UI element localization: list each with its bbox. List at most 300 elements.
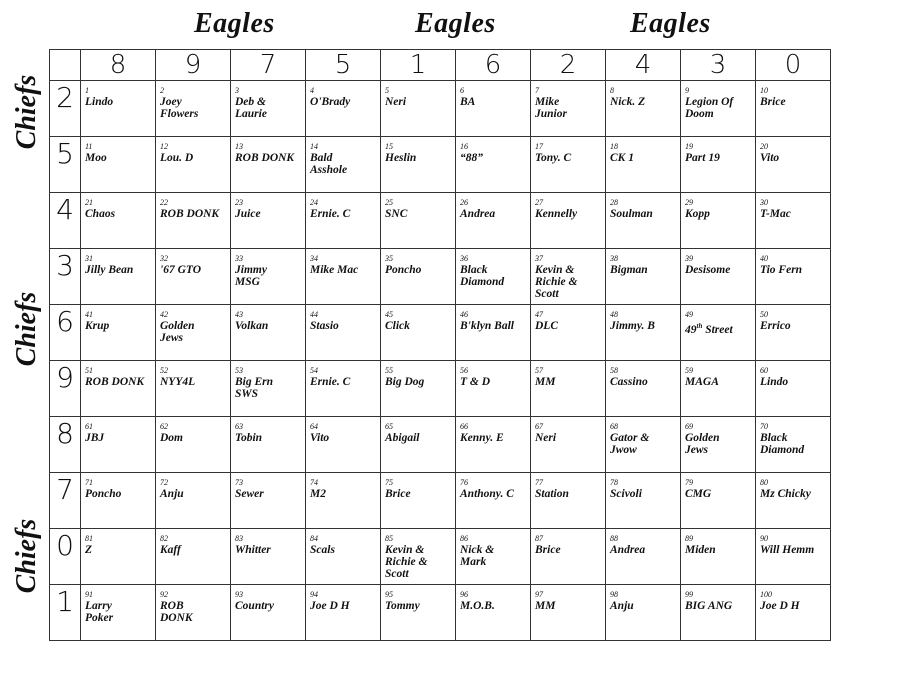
square-owner-name: O'Brady bbox=[310, 96, 351, 108]
square-owner-name: Juice bbox=[235, 208, 261, 220]
square-number: 93 bbox=[235, 590, 243, 599]
square-number: 36 bbox=[460, 254, 468, 263]
square-number: 97 bbox=[535, 590, 543, 599]
square-number: 16 bbox=[460, 142, 468, 151]
square-owner-name: Z bbox=[85, 544, 93, 556]
square-number: 58 bbox=[610, 366, 618, 375]
square-owner-name: Scivoli bbox=[610, 488, 642, 500]
grid-square bbox=[231, 585, 306, 641]
column-digit: 5 bbox=[306, 50, 381, 81]
square-owner-name: Heslin bbox=[385, 152, 417, 164]
square-number: 7 bbox=[535, 86, 539, 95]
square-owner-name: 49th Street bbox=[685, 322, 733, 336]
square-number: 76 bbox=[460, 478, 468, 487]
square-number: 60 bbox=[760, 366, 768, 375]
square-owner-name: Tio Fern bbox=[760, 264, 803, 276]
square-number: 79 bbox=[685, 478, 693, 487]
square-number: 80 bbox=[760, 478, 768, 487]
grid-square bbox=[381, 137, 456, 193]
square-owner-name: Larry Poker bbox=[85, 600, 114, 624]
grid-square bbox=[531, 249, 606, 305]
square-owner-name: Joe D H bbox=[310, 600, 350, 612]
square-owner-name: Miden bbox=[685, 544, 716, 556]
square-number: 75 bbox=[385, 478, 393, 487]
square-number: 31 bbox=[85, 254, 93, 263]
square-number: 51 bbox=[85, 366, 93, 375]
square-owner-name: Neri bbox=[535, 432, 557, 444]
grid-square bbox=[456, 249, 531, 305]
grid-square bbox=[81, 137, 156, 193]
square-number: 83 bbox=[235, 534, 243, 543]
grid-square bbox=[306, 361, 381, 417]
square-owner-name: Nick & Mark bbox=[460, 544, 495, 568]
square-owner-name: Tony. C bbox=[535, 152, 572, 164]
row-digit: 3 bbox=[50, 249, 81, 305]
grid-row bbox=[50, 137, 831, 193]
grid-square bbox=[306, 249, 381, 305]
grid-square bbox=[681, 473, 756, 529]
square-number: 21 bbox=[85, 198, 93, 207]
side-team-label: Chiefs bbox=[11, 518, 42, 594]
grid-square bbox=[231, 249, 306, 305]
square-number: 32 bbox=[160, 254, 168, 263]
square-number: 66 bbox=[460, 422, 468, 431]
square-owner-name: Scals bbox=[310, 544, 335, 556]
square-owner-name: Brice bbox=[760, 96, 786, 108]
square-owner-name: '67 GTO bbox=[160, 264, 201, 276]
square-owner-name: M.O.B. bbox=[460, 600, 495, 612]
square-owner-name: M2 bbox=[310, 488, 326, 500]
grid-square bbox=[156, 473, 231, 529]
square-owner-name: Golden Jews bbox=[685, 432, 720, 456]
grid-square bbox=[231, 529, 306, 585]
grid-square bbox=[606, 529, 681, 585]
square-number: 62 bbox=[160, 422, 168, 431]
square-number: 68 bbox=[610, 422, 618, 431]
grid-square bbox=[381, 305, 456, 361]
grid-square bbox=[456, 137, 531, 193]
square-owner-name: Vito bbox=[760, 152, 780, 164]
grid-square bbox=[681, 305, 756, 361]
square-owner-name: Bigman bbox=[610, 264, 648, 276]
square-number: 64 bbox=[310, 422, 318, 431]
grid-square bbox=[231, 137, 306, 193]
square-owner-name: Stasio bbox=[310, 320, 339, 332]
square-number: 34 bbox=[310, 254, 318, 263]
grid-square bbox=[81, 249, 156, 305]
grid-row bbox=[50, 361, 831, 417]
square-number: 4 bbox=[310, 86, 314, 95]
square-number: 78 bbox=[610, 478, 618, 487]
grid-square bbox=[231, 473, 306, 529]
grid-square bbox=[306, 417, 381, 473]
grid-square bbox=[531, 361, 606, 417]
square-owner-name: NYY4L bbox=[160, 376, 196, 388]
grid-row bbox=[50, 249, 831, 305]
square-owner-name: “88” bbox=[460, 152, 483, 164]
square-number: 44 bbox=[310, 310, 318, 319]
square-number: 88 bbox=[610, 534, 618, 543]
row-digit: 4 bbox=[50, 193, 81, 249]
grid-square bbox=[606, 81, 681, 137]
square-owner-name: Tommy bbox=[385, 600, 420, 612]
square-owner-name: Anju bbox=[160, 488, 184, 500]
row-digit: 9 bbox=[50, 361, 81, 417]
square-number: 42 bbox=[160, 310, 168, 319]
column-digit: 6 bbox=[456, 50, 531, 81]
square-owner-name: Jimmy. B bbox=[610, 320, 655, 332]
square-owner-name: Mz Chicky bbox=[760, 488, 811, 500]
square-owner-name: Jimmy MSG bbox=[235, 264, 267, 288]
grid-square bbox=[306, 81, 381, 137]
squares-grid bbox=[49, 49, 831, 641]
grid-row bbox=[50, 305, 831, 361]
square-owner-name: CK 1 bbox=[610, 152, 634, 164]
square-owner-name: MAGA bbox=[685, 376, 719, 388]
grid-square bbox=[456, 417, 531, 473]
square-number: 38 bbox=[610, 254, 618, 263]
square-owner-name: Anju bbox=[610, 600, 634, 612]
square-owner-name: Kopp bbox=[685, 208, 710, 220]
grid-square bbox=[81, 585, 156, 641]
grid-square bbox=[756, 305, 831, 361]
grid-square bbox=[81, 81, 156, 137]
square-owner-name: Gator & Jwow bbox=[610, 432, 650, 456]
square-number: 61 bbox=[85, 422, 93, 431]
square-number: 85 bbox=[385, 534, 393, 543]
grid-square bbox=[756, 249, 831, 305]
square-number: 25 bbox=[385, 198, 393, 207]
square-owner-name: Kaff bbox=[160, 544, 181, 556]
square-number: 82 bbox=[160, 534, 168, 543]
square-owner-name: Kenny. E bbox=[460, 432, 504, 444]
grid-square bbox=[156, 529, 231, 585]
square-number: 67 bbox=[535, 422, 543, 431]
grid-square bbox=[231, 305, 306, 361]
square-owner-name: Soulman bbox=[610, 208, 653, 220]
column-digit: 2 bbox=[531, 50, 606, 81]
square-owner-name: Vito bbox=[310, 432, 330, 444]
square-number: 43 bbox=[235, 310, 243, 319]
square-owner-name: SNC bbox=[385, 208, 408, 220]
grid-row bbox=[50, 81, 831, 137]
square-number: 84 bbox=[310, 534, 318, 543]
grid-square bbox=[456, 473, 531, 529]
grid-square bbox=[606, 361, 681, 417]
square-owner-name: Moo bbox=[85, 152, 107, 164]
square-owner-name: Andrea bbox=[460, 208, 496, 220]
grid-square bbox=[81, 473, 156, 529]
square-number: 95 bbox=[385, 590, 393, 599]
square-owner-name: Brice bbox=[385, 488, 411, 500]
grid-square bbox=[381, 249, 456, 305]
square-owner-name: T & D bbox=[460, 376, 491, 388]
grid-square bbox=[681, 193, 756, 249]
square-number: 11 bbox=[85, 142, 93, 151]
square-number: 3 bbox=[235, 86, 239, 95]
square-owner-name: Lindo bbox=[85, 96, 114, 108]
grid-square bbox=[81, 529, 156, 585]
grid-square bbox=[456, 305, 531, 361]
grid-square bbox=[306, 305, 381, 361]
square-number: 12 bbox=[160, 142, 168, 151]
square-owner-name: Lou. D bbox=[160, 152, 194, 164]
grid-row bbox=[50, 529, 831, 585]
square-owner-name: MM bbox=[535, 376, 556, 388]
row-digit: 8 bbox=[50, 417, 81, 473]
square-owner-name: Whitter bbox=[235, 544, 271, 556]
row-digit: 7 bbox=[50, 473, 81, 529]
grid-square bbox=[456, 585, 531, 641]
square-number: 94 bbox=[310, 590, 318, 599]
row-digit: 2 bbox=[50, 81, 81, 137]
square-number: 53 bbox=[235, 366, 243, 375]
square-number: 59 bbox=[685, 366, 693, 375]
square-number: 91 bbox=[85, 590, 93, 599]
grid-corner bbox=[50, 50, 81, 81]
row-digit: 6 bbox=[50, 305, 81, 361]
square-number: 98 bbox=[610, 590, 618, 599]
grid-square bbox=[531, 417, 606, 473]
grid-square bbox=[381, 529, 456, 585]
square-number: 18 bbox=[610, 142, 618, 151]
grid-square bbox=[81, 193, 156, 249]
grid-square bbox=[531, 473, 606, 529]
grid-square bbox=[381, 417, 456, 473]
square-owner-name: Click bbox=[385, 320, 410, 332]
square-owner-name: Poncho bbox=[385, 264, 422, 276]
square-owner-name: ROB DONK bbox=[235, 152, 295, 164]
top-team-label: Eagles bbox=[415, 8, 496, 39]
square-number: 13 bbox=[235, 142, 243, 151]
square-number: 70 bbox=[760, 422, 768, 431]
square-number: 20 bbox=[760, 142, 768, 151]
square-number: 19 bbox=[685, 142, 693, 151]
square-number: 6 bbox=[460, 86, 464, 95]
column-digit: 1 bbox=[381, 50, 456, 81]
square-number: 9 bbox=[685, 86, 689, 95]
square-number: 100 bbox=[760, 590, 772, 599]
square-owner-name: Kevin & Richie & Scott bbox=[535, 264, 578, 300]
square-number: 54 bbox=[310, 366, 318, 375]
square-owner-name: Ernie. C bbox=[310, 376, 351, 388]
grid-square bbox=[606, 473, 681, 529]
square-owner-name: Joey Flowers bbox=[160, 96, 199, 120]
grid-square bbox=[456, 529, 531, 585]
grid-square bbox=[156, 137, 231, 193]
grid-square bbox=[231, 193, 306, 249]
square-owner-name: Anthony. C bbox=[460, 488, 514, 500]
square-owner-name: Andrea bbox=[610, 544, 646, 556]
grid-square bbox=[756, 361, 831, 417]
grid-square bbox=[381, 193, 456, 249]
square-number: 89 bbox=[685, 534, 693, 543]
square-number: 45 bbox=[385, 310, 393, 319]
grid-square bbox=[606, 137, 681, 193]
grid-square bbox=[81, 417, 156, 473]
square-number: 87 bbox=[535, 534, 543, 543]
top-team-label: Eagles bbox=[630, 8, 711, 39]
square-number: 15 bbox=[385, 142, 393, 151]
grid-square bbox=[156, 361, 231, 417]
square-number: 90 bbox=[760, 534, 768, 543]
grid-square bbox=[381, 81, 456, 137]
grid-square bbox=[156, 417, 231, 473]
square-owner-name: Sewer bbox=[235, 488, 264, 500]
square-owner-name: CMG bbox=[685, 488, 712, 500]
square-owner-name: Errico bbox=[760, 320, 791, 332]
grid-row bbox=[50, 585, 831, 641]
grid-row bbox=[50, 193, 831, 249]
grid-row bbox=[50, 417, 831, 473]
grid-square bbox=[756, 473, 831, 529]
grid-square bbox=[531, 585, 606, 641]
grid-square bbox=[306, 473, 381, 529]
square-owner-name: MM bbox=[535, 600, 556, 612]
grid-square bbox=[606, 585, 681, 641]
grid-square bbox=[306, 137, 381, 193]
column-digit: 4 bbox=[606, 50, 681, 81]
square-owner-name: Black Diamond bbox=[460, 264, 505, 288]
grid-square bbox=[531, 193, 606, 249]
square-number: 22 bbox=[160, 198, 168, 207]
square-owner-name: Brice bbox=[535, 544, 561, 556]
square-owner-name: Big Ern SWS bbox=[235, 376, 274, 400]
square-owner-name: Will Hemm bbox=[760, 544, 815, 556]
column-digit: 7 bbox=[231, 50, 306, 81]
square-number: 30 bbox=[760, 198, 768, 207]
square-number: 24 bbox=[310, 198, 318, 207]
square-number: 40 bbox=[760, 254, 768, 263]
grid-square bbox=[606, 249, 681, 305]
square-number: 86 bbox=[460, 534, 468, 543]
grid-square bbox=[681, 417, 756, 473]
square-owner-name: Dom bbox=[160, 432, 183, 444]
square-owner-name: Abigail bbox=[385, 432, 420, 444]
side-team-label: Chiefs bbox=[11, 291, 42, 367]
square-number: 50 bbox=[760, 310, 768, 319]
square-number: 39 bbox=[685, 254, 693, 263]
square-owner-name: Chaos bbox=[85, 208, 116, 220]
square-number: 37 bbox=[535, 254, 543, 263]
square-number: 63 bbox=[235, 422, 243, 431]
square-owner-name: ROB DONK bbox=[160, 600, 193, 624]
grid-square bbox=[306, 193, 381, 249]
square-number: 23 bbox=[235, 198, 243, 207]
square-number: 92 bbox=[160, 590, 168, 599]
grid-square bbox=[756, 417, 831, 473]
square-owner-name: Part 19 bbox=[685, 152, 720, 164]
grid-square bbox=[756, 137, 831, 193]
square-number: 55 bbox=[385, 366, 393, 375]
grid-square bbox=[681, 137, 756, 193]
square-number: 1 bbox=[85, 86, 89, 95]
square-number: 8 bbox=[610, 86, 614, 95]
square-owner-name: Neri bbox=[385, 96, 407, 108]
square-number: 73 bbox=[235, 478, 243, 487]
square-owner-name: DLC bbox=[535, 320, 558, 332]
square-owner-name: Golden Jews bbox=[160, 320, 195, 344]
square-owner-name: ROB DONK bbox=[160, 208, 220, 220]
square-number: 48 bbox=[610, 310, 618, 319]
grid-square bbox=[681, 361, 756, 417]
grid-square bbox=[156, 81, 231, 137]
square-number: 2 bbox=[160, 86, 164, 95]
square-number: 77 bbox=[535, 478, 543, 487]
grid-square bbox=[156, 585, 231, 641]
square-number: 27 bbox=[535, 198, 543, 207]
grid-square bbox=[456, 193, 531, 249]
square-owner-name: BIG ANG bbox=[685, 600, 733, 612]
square-number: 33 bbox=[235, 254, 243, 263]
square-number: 65 bbox=[385, 422, 393, 431]
grid-square bbox=[456, 81, 531, 137]
square-number: 69 bbox=[685, 422, 693, 431]
square-owner-name: Black Diamond bbox=[760, 432, 805, 456]
square-number: 28 bbox=[610, 198, 618, 207]
square-number: 81 bbox=[85, 534, 93, 543]
square-number: 96 bbox=[460, 590, 468, 599]
grid-square bbox=[156, 193, 231, 249]
grid-square bbox=[606, 305, 681, 361]
square-owner-name: Kennelly bbox=[535, 208, 578, 220]
column-digit: 0 bbox=[756, 50, 831, 81]
grid-square bbox=[756, 585, 831, 641]
grid-square bbox=[156, 305, 231, 361]
square-number: 17 bbox=[535, 142, 543, 151]
square-owner-name: ROB DONK bbox=[85, 376, 145, 388]
square-owner-name: Bald Asshole bbox=[310, 152, 348, 176]
square-owner-name: Kevin & Richie & Scott bbox=[385, 544, 428, 580]
grid-square bbox=[681, 585, 756, 641]
square-number: 35 bbox=[385, 254, 393, 263]
square-number: 29 bbox=[685, 198, 693, 207]
grid-square bbox=[606, 417, 681, 473]
square-owner-name: T-Mac bbox=[760, 208, 791, 220]
side-team-label: Chiefs bbox=[11, 74, 42, 150]
square-number: 52 bbox=[160, 366, 168, 375]
grid-square bbox=[531, 529, 606, 585]
square-owner-name: Lindo bbox=[760, 376, 789, 388]
square-number: 41 bbox=[85, 310, 93, 319]
grid-square bbox=[756, 529, 831, 585]
square-number: 71 bbox=[85, 478, 93, 487]
square-number: 49 bbox=[685, 310, 693, 319]
grid-square bbox=[531, 137, 606, 193]
square-owner-name: Poncho bbox=[85, 488, 122, 500]
square-number: 74 bbox=[310, 478, 318, 487]
grid-square bbox=[756, 193, 831, 249]
column-digit: 3 bbox=[681, 50, 756, 81]
grid-square bbox=[231, 361, 306, 417]
square-number: 99 bbox=[685, 590, 693, 599]
grid-square bbox=[81, 305, 156, 361]
square-owner-name: Krup bbox=[85, 320, 110, 332]
square-number: 72 bbox=[160, 478, 168, 487]
square-number: 57 bbox=[535, 366, 543, 375]
grid-square bbox=[306, 585, 381, 641]
grid-square bbox=[606, 193, 681, 249]
square-number: 47 bbox=[535, 310, 543, 319]
square-number: 46 bbox=[460, 310, 468, 319]
square-owner-name: Big Dog bbox=[385, 376, 425, 388]
row-digit: 1 bbox=[50, 585, 81, 641]
square-owner-name: Jilly Bean bbox=[85, 264, 134, 276]
grid-square bbox=[381, 585, 456, 641]
row-digit: 0 bbox=[50, 529, 81, 585]
square-owner-name: Legion Of Doom bbox=[685, 96, 734, 120]
top-team-label: Eagles bbox=[194, 8, 275, 39]
